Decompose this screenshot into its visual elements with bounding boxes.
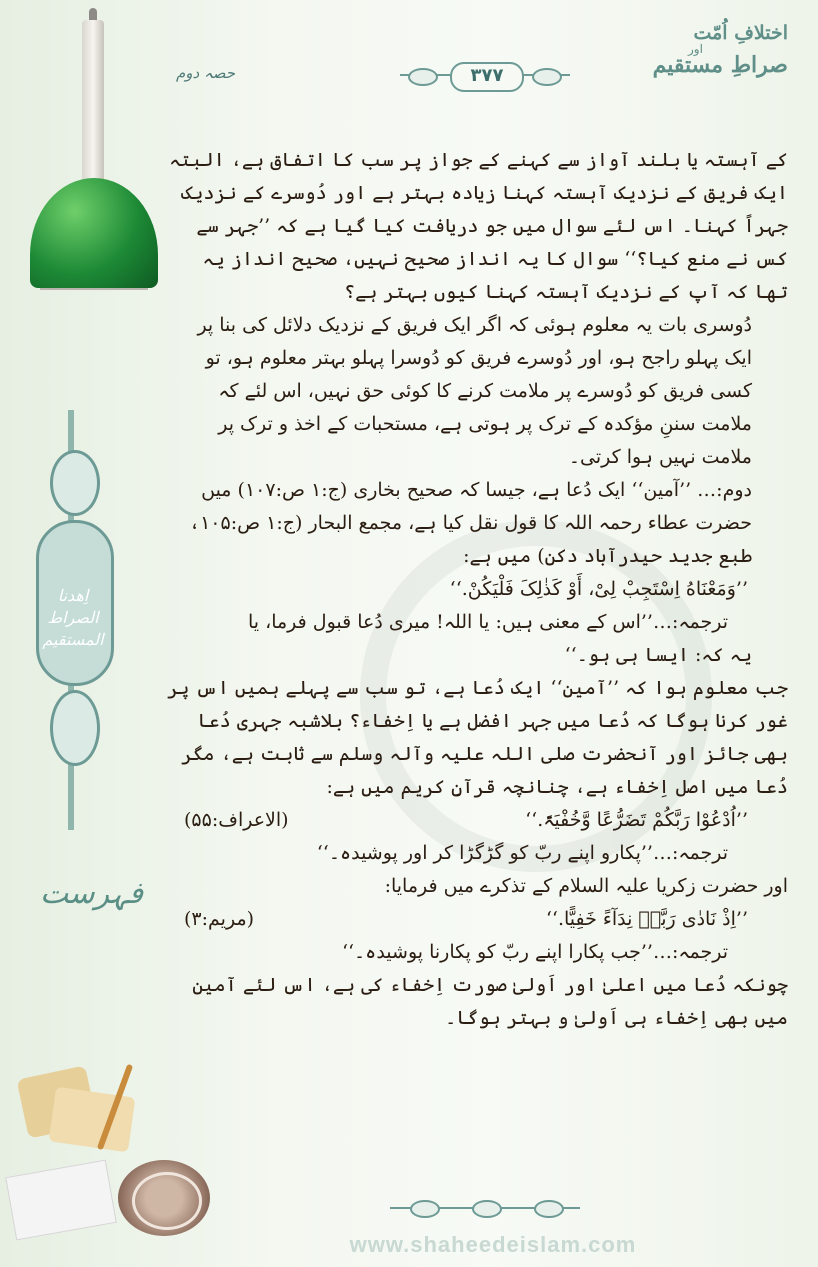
body-paragraph: جب معلوم ہوا کہ ’’آمین‘‘ ایک دُعا ہے، تو سب سے پہلے ہمیں اس پر غور کرنا ہوگا کہ دُعا میں جہر افضل ہے یا اِخفاء؟ بلاشبہ جہری دُعا بھی جائز اور آنحضرت صلی اللہ علیہ وآلہ وسلم سے ثابت ہے، مگر دُعا میں اصل اِخفاء ہے، چنانچہ قرآنِ کریم میں ہے: bbox=[167, 677, 788, 798]
index-link[interactable]: فہرست bbox=[40, 876, 144, 911]
sidebar-calligraphy: اِھدنا الصراط المستقیم bbox=[42, 586, 104, 649]
logo-ring bbox=[132, 1172, 202, 1230]
quote-with-reference bbox=[164, 903, 788, 936]
arabic-quote: ’’وَمَعْنَاهُ اِسْتَجِبْ لِیْ، أَوْ کَذٰلِکَ فَلْیَکُنْ.‘‘ bbox=[449, 578, 748, 600]
translation: ترجمہ:…’’جب پکارا اپنے ربّ کو پکارنا پوشیدہ۔‘‘ bbox=[341, 941, 728, 963]
book-title-line1: اختلافِ اُمّت bbox=[693, 22, 788, 44]
book-title bbox=[648, 22, 788, 78]
translation: ترجمہ:…’’پکارو اپنے ربّ کو گڑگڑا کر اور پوشیدہ۔‘‘ bbox=[316, 842, 728, 864]
body-paragraph: کے آہستہ یا بلند آواز سے کہنے کے جواز پر سب کا اتفاق ہے، البتہ ایک فریق کے نزدیک آہستہ کہنا زیادہ بہتر ہے اور دُوسرے کے نزدیک جہراً کہنا۔ اس لئے سوال میں جو دریافت کیا گیا ہے کہ ’’جہر سے کس نے منع کیا؟‘‘ سوال کا یہ انداز صحیح نہیں، صحیح انداز یہ تھا کہ آپ کے نزدیک آہستہ کہنا کیوں بہتر ہے؟ bbox=[169, 149, 788, 303]
green-dome-illustration bbox=[30, 178, 158, 288]
body-paragraph: اور حضرت زکریا علیہ السلام کے تذکرے میں فرمایا: bbox=[384, 875, 788, 897]
quran-reference: (الاعراف:۵۵) bbox=[184, 809, 289, 831]
body-paragraph: دوم:… ’’آمین‘‘ ایک دُعا ہے، جیسا کہ صحیح بخاری (ج:۱ ص:۱۰۷) میں حضرت عطاء رحمہ اللہ کا قول نقل کیا ہے، مجمع البحار (ج:۱ ص:۱۰۵، طبع جدید حیدرآباد دکن) میں ہے: bbox=[188, 479, 752, 567]
translation: ترجمہ:…’’اس کے معنی ہیں: یا اللہ! میری دُعا قبول فرما، یا bbox=[247, 611, 728, 633]
ornament-right-icon bbox=[532, 68, 562, 86]
arabic-quote: ’’اُدْعُوْا رَبَّکُمْ تَضَرُّعًا وَّخُفْیَۃً.‘‘ bbox=[525, 809, 748, 831]
translation-continued: یہ کہ: ایسا ہی ہو۔‘‘ bbox=[564, 644, 752, 666]
body-paragraph: چونکہ دُعا میں اعلیٰ اور اَولیٰ صورت اِخفاء کی ہے، اس لئے آمین میں بھی اِخفاء ہی اَولیٰ و بہتر ہوگا۔ bbox=[192, 974, 788, 1029]
page-body bbox=[164, 144, 788, 1035]
page-number-ornament bbox=[400, 62, 570, 88]
book-title-line2: صراطِ مستقیم bbox=[652, 52, 788, 78]
ornament-right-icon bbox=[534, 1200, 564, 1218]
ornament-left-icon bbox=[408, 68, 438, 86]
paper-illustration bbox=[5, 1160, 117, 1241]
website-link[interactable]: www.shaheedeislam.com bbox=[349, 1232, 637, 1257]
arabic-quote: ’’اِذْ نَادٰی رَبَّہٗ نِدَآءً خَفِیًّا.‘‘ bbox=[545, 908, 748, 930]
ornament-top-icon bbox=[50, 450, 100, 516]
quote-with-reference bbox=[164, 804, 788, 837]
scrolls-illustration bbox=[22, 1062, 132, 1162]
footer-ornament bbox=[390, 1198, 580, 1218]
body-paragraph: دُوسری بات یہ معلوم ہوئی کہ اگر ایک فریق کے نزدیک دلائل کی بنا پر ایک پہلو راجح ہو، اور دُوسرے فریق کو دُوسرا پہلو بہتر معلوم ہو، تو کسی فریق کو دُوسرے پر ملامت کرنے کا کوئی حق نہیں، اس لئے کہ ملامت سننِ مؤکدہ کے ترک پر ہوتی ہے، مستحبات کے اخذ و ترک پر ملامت نہیں ہوا کرتی۔ bbox=[197, 314, 752, 468]
quran-reference: (مریم:۳) bbox=[184, 908, 255, 930]
scroll-icon bbox=[49, 1087, 136, 1153]
page-number: ۳۷۷ bbox=[450, 62, 524, 92]
book-title-conjunction: اور bbox=[688, 42, 703, 56]
ornament-bottom-icon bbox=[50, 690, 100, 766]
minaret-illustration bbox=[82, 20, 104, 190]
ornament-center-icon bbox=[472, 1200, 502, 1218]
publisher-logo bbox=[118, 1160, 210, 1236]
ornament-left-icon bbox=[410, 1200, 440, 1218]
section-label: حصہ دوم bbox=[176, 64, 236, 82]
sidebar-ornament bbox=[30, 410, 114, 830]
